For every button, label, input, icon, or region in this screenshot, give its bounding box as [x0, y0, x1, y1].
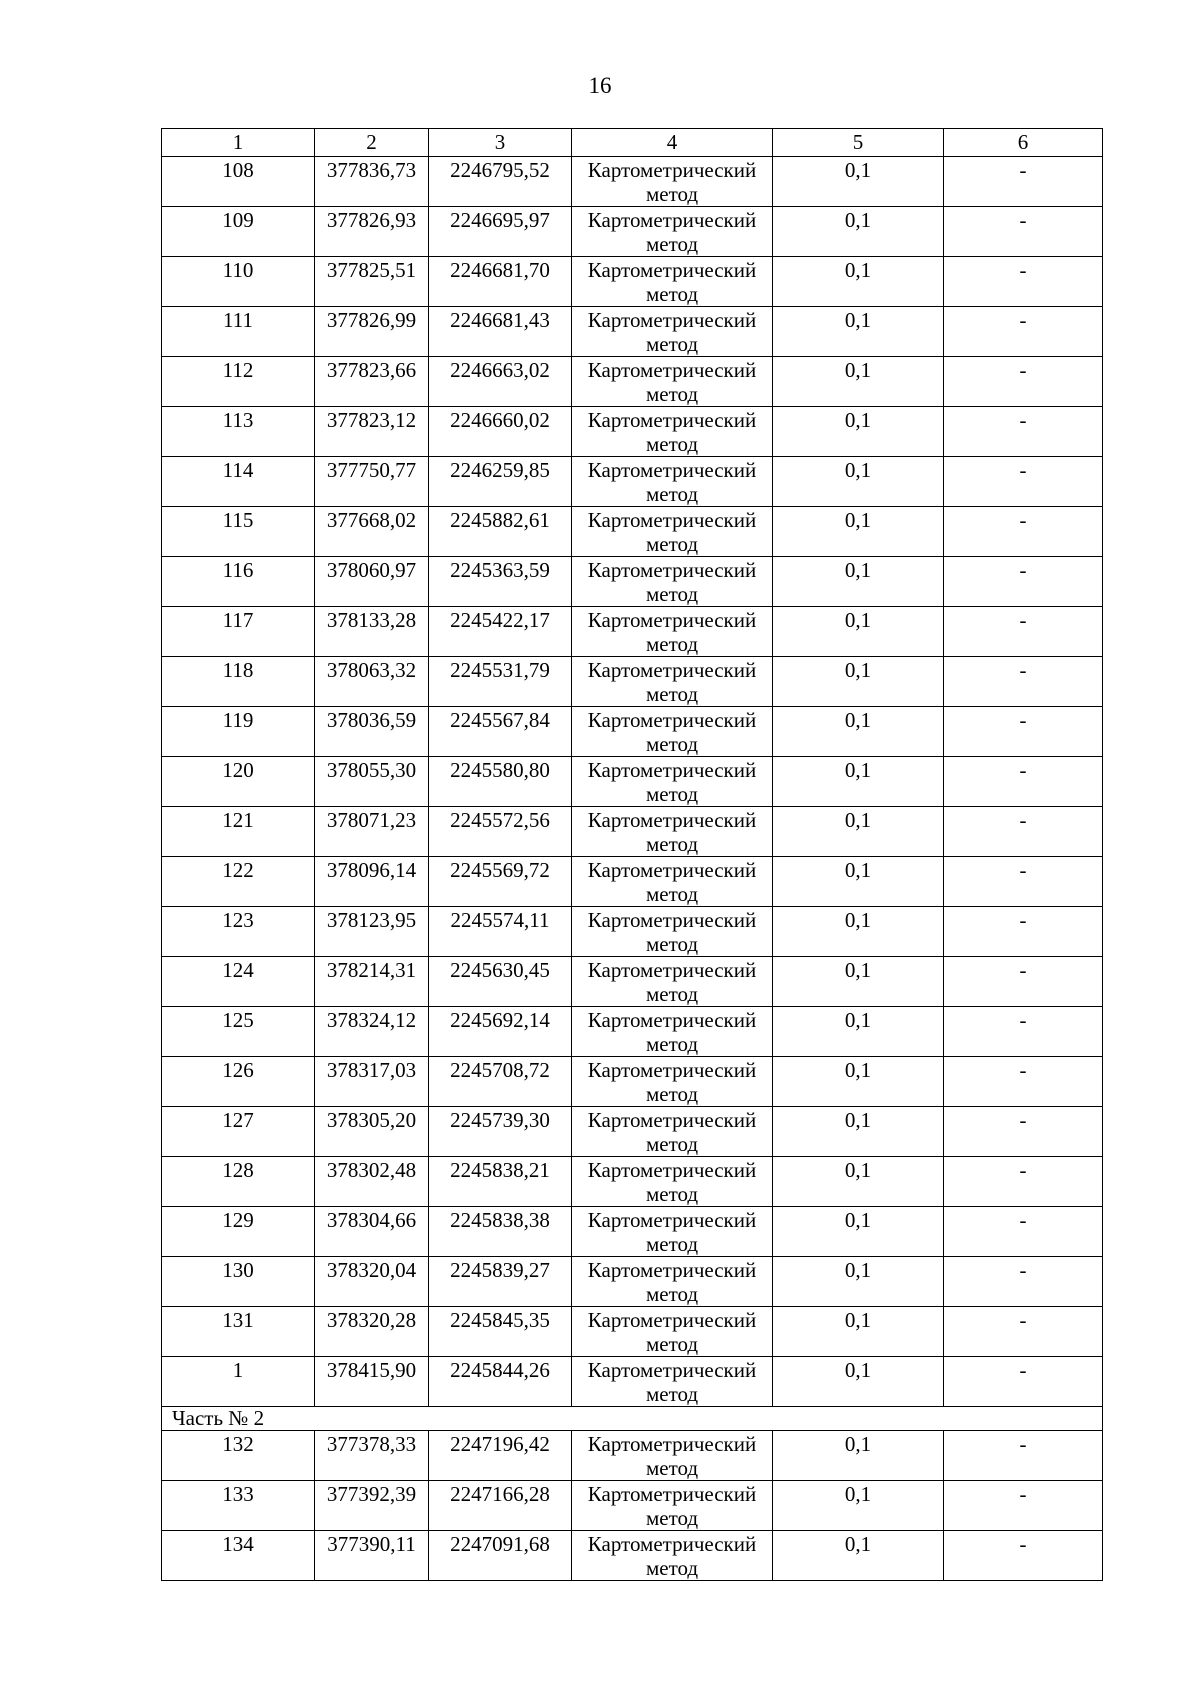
point-number-cell: 116: [162, 557, 315, 607]
point-number-cell: 131: [162, 1307, 315, 1357]
method-cell: [572, 1357, 773, 1407]
table-row: [162, 1057, 1103, 1107]
point-number-cell: 117: [162, 607, 315, 657]
table-row: [162, 907, 1103, 957]
accuracy-cell: 0,1: [773, 407, 944, 457]
accuracy-cell: 0,1: [773, 1481, 944, 1531]
table-row: [162, 1481, 1103, 1531]
note-cell: -: [944, 1107, 1103, 1157]
method-line: Картометрический: [587, 1158, 757, 1182]
method-cell: [572, 907, 773, 957]
x-coordinate-cell: 378415,90: [315, 1357, 429, 1407]
x-coordinate-cell: 377826,99: [315, 307, 429, 357]
point-number-cell: 132: [162, 1431, 315, 1481]
x-coordinate-cell: 378096,14: [315, 857, 429, 907]
method-line: метод: [645, 832, 699, 856]
table-row: [162, 207, 1103, 257]
x-coordinate-cell: 377826,93: [315, 207, 429, 257]
method-line: Картометрический: [587, 1532, 757, 1556]
accuracy-cell: 0,1: [773, 507, 944, 557]
method-line: Картометрический: [587, 458, 757, 482]
method-line: метод: [645, 382, 699, 406]
point-number-cell: 118: [162, 657, 315, 707]
method-cell: [572, 607, 773, 657]
x-coordinate-cell: 378036,59: [315, 707, 429, 757]
accuracy-cell: 0,1: [773, 807, 944, 857]
accuracy-cell: 0,1: [773, 907, 944, 957]
table-row: [162, 657, 1103, 707]
table-row: [162, 1357, 1103, 1407]
y-coordinate-cell: 2246681,43: [429, 307, 572, 357]
method-line: Картометрический: [587, 558, 757, 582]
y-coordinate-cell: 2245531,79: [429, 657, 572, 707]
method-line: Картометрический: [587, 508, 757, 532]
note-cell: -: [944, 507, 1103, 557]
point-number-cell: 1: [162, 1357, 315, 1407]
x-coordinate-cell: 377836,73: [315, 157, 429, 207]
method-line: метод: [645, 482, 699, 506]
method-line: Картометрический: [587, 1258, 757, 1282]
x-coordinate-cell: 378071,23: [315, 807, 429, 857]
note-cell: -: [944, 1157, 1103, 1207]
y-coordinate-cell: 2247196,42: [429, 1431, 572, 1481]
table-header-row: [162, 129, 1103, 157]
method-line: метод: [645, 532, 699, 556]
y-coordinate-cell: 2246681,70: [429, 257, 572, 307]
method-line: Картометрический: [587, 1008, 757, 1032]
method-cell: [572, 857, 773, 907]
accuracy-cell: 0,1: [773, 157, 944, 207]
note-cell: -: [944, 207, 1103, 257]
y-coordinate-cell: 2245838,38: [429, 1207, 572, 1257]
method-line: метод: [645, 1332, 699, 1356]
method-line: метод: [645, 782, 699, 806]
table-row: [162, 857, 1103, 907]
method-line: Картометрический: [587, 958, 757, 982]
y-coordinate-cell: 2245422,17: [429, 607, 572, 657]
x-coordinate-cell: 377823,12: [315, 407, 429, 457]
table-row: [162, 707, 1103, 757]
point-number-cell: 112: [162, 357, 315, 407]
table-row: [162, 1307, 1103, 1357]
method-cell: [572, 707, 773, 757]
table-row: [162, 1431, 1103, 1481]
y-coordinate-cell: 2245630,45: [429, 957, 572, 1007]
y-coordinate-cell: 2247091,68: [429, 1531, 572, 1581]
x-coordinate-cell: 378123,95: [315, 907, 429, 957]
column-header: 6: [944, 129, 1103, 157]
accuracy-cell: 0,1: [773, 257, 944, 307]
method-line: метод: [645, 432, 699, 456]
method-line: метод: [645, 582, 699, 606]
method-line: метод: [645, 1382, 699, 1406]
accuracy-cell: 0,1: [773, 1107, 944, 1157]
note-cell: -: [944, 607, 1103, 657]
point-number-cell: 133: [162, 1481, 315, 1531]
method-cell: [572, 1431, 773, 1481]
table-body: [162, 129, 1103, 1581]
method-line: метод: [645, 1232, 699, 1256]
table-row: [162, 957, 1103, 1007]
table-row: [162, 557, 1103, 607]
method-line: Картометрический: [587, 908, 757, 932]
method-line: метод: [645, 882, 699, 906]
x-coordinate-cell: 377823,66: [315, 357, 429, 407]
point-number-cell: 122: [162, 857, 315, 907]
accuracy-cell: 0,1: [773, 1157, 944, 1207]
y-coordinate-cell: 2245838,21: [429, 1157, 572, 1207]
method-line: Картометрический: [587, 408, 757, 432]
note-cell: -: [944, 407, 1103, 457]
x-coordinate-cell: 378063,32: [315, 657, 429, 707]
x-coordinate-cell: 378214,31: [315, 957, 429, 1007]
method-cell: [572, 557, 773, 607]
table-row: [162, 1531, 1103, 1581]
method-line: метод: [645, 1032, 699, 1056]
method-line: метод: [645, 1132, 699, 1156]
method-line: метод: [645, 1182, 699, 1206]
y-coordinate-cell: 2245839,27: [429, 1257, 572, 1307]
method-cell: [572, 1157, 773, 1207]
table-row: [162, 257, 1103, 307]
point-number-cell: 113: [162, 407, 315, 457]
method-cell: [572, 307, 773, 357]
y-coordinate-cell: 2246795,52: [429, 157, 572, 207]
part-label: Часть № 2: [162, 1407, 1103, 1431]
method-cell: [572, 1057, 773, 1107]
method-line: метод: [645, 732, 699, 756]
point-number-cell: 111: [162, 307, 315, 357]
point-number-cell: 124: [162, 957, 315, 1007]
point-number-cell: 114: [162, 457, 315, 507]
x-coordinate-cell: 378304,66: [315, 1207, 429, 1257]
x-coordinate-cell: 377750,77: [315, 457, 429, 507]
method-line: Картометрический: [587, 1058, 757, 1082]
method-line: Картометрический: [587, 208, 757, 232]
method-cell: [572, 807, 773, 857]
note-cell: -: [944, 1057, 1103, 1107]
method-cell: [572, 1307, 773, 1357]
accuracy-cell: 0,1: [773, 1057, 944, 1107]
table-row: [162, 807, 1103, 857]
table-row: [162, 157, 1103, 207]
y-coordinate-cell: 2246660,02: [429, 407, 572, 457]
method-line: Картометрический: [587, 1208, 757, 1232]
y-coordinate-cell: 2245363,59: [429, 557, 572, 607]
table-row: [162, 1107, 1103, 1157]
note-cell: -: [944, 707, 1103, 757]
y-coordinate-cell: 2246259,85: [429, 457, 572, 507]
x-coordinate-cell: 377392,39: [315, 1481, 429, 1531]
point-number-cell: 134: [162, 1531, 315, 1581]
accuracy-cell: 0,1: [773, 357, 944, 407]
method-line: Картометрический: [587, 308, 757, 332]
point-number-cell: 128: [162, 1157, 315, 1207]
method-cell: [572, 1257, 773, 1307]
method-line: метод: [645, 1456, 699, 1480]
table-row: [162, 1207, 1103, 1257]
x-coordinate-cell: 377668,02: [315, 507, 429, 557]
method-line: метод: [645, 182, 699, 206]
x-coordinate-cell: 378317,03: [315, 1057, 429, 1107]
x-coordinate-cell: 378302,48: [315, 1157, 429, 1207]
column-header: 3: [429, 129, 572, 157]
method-line: Картометрический: [587, 608, 757, 632]
method-line: Картометрический: [587, 1308, 757, 1332]
accuracy-cell: 0,1: [773, 957, 944, 1007]
accuracy-cell: 0,1: [773, 1431, 944, 1481]
method-cell: [572, 507, 773, 557]
column-header: 5: [773, 129, 944, 157]
point-number-cell: 110: [162, 257, 315, 307]
point-number-cell: 109: [162, 207, 315, 257]
accuracy-cell: 0,1: [773, 707, 944, 757]
y-coordinate-cell: 2245567,84: [429, 707, 572, 757]
y-coordinate-cell: 2246695,97: [429, 207, 572, 257]
method-cell: [572, 757, 773, 807]
note-cell: -: [944, 1431, 1103, 1481]
note-cell: -: [944, 857, 1103, 907]
note-cell: -: [944, 1531, 1103, 1581]
note-cell: -: [944, 257, 1103, 307]
method-cell: [572, 1107, 773, 1157]
table-row: [162, 1007, 1103, 1057]
method-cell: [572, 457, 773, 507]
x-coordinate-cell: 378324,12: [315, 1007, 429, 1057]
method-line: Картометрический: [587, 858, 757, 882]
note-cell: -: [944, 807, 1103, 857]
method-line: Картометрический: [587, 808, 757, 832]
table-row: [162, 607, 1103, 657]
table-row: [162, 407, 1103, 457]
method-line: метод: [645, 1082, 699, 1106]
note-cell: -: [944, 1207, 1103, 1257]
note-cell: -: [944, 1257, 1103, 1307]
point-number-cell: 108: [162, 157, 315, 207]
point-number-cell: 115: [162, 507, 315, 557]
method-line: метод: [645, 682, 699, 706]
method-line: Картометрический: [587, 758, 757, 782]
y-coordinate-cell: 2245708,72: [429, 1057, 572, 1107]
accuracy-cell: 0,1: [773, 1357, 944, 1407]
point-number-cell: 130: [162, 1257, 315, 1307]
page-number: 16: [588, 73, 612, 98]
y-coordinate-cell: 2245845,35: [429, 1307, 572, 1357]
method-line: Картометрический: [587, 1108, 757, 1132]
method-line: метод: [645, 1556, 699, 1580]
method-line: Картометрический: [587, 158, 757, 182]
y-coordinate-cell: 2245739,30: [429, 1107, 572, 1157]
accuracy-cell: 0,1: [773, 207, 944, 257]
accuracy-cell: 0,1: [773, 1007, 944, 1057]
accuracy-cell: 0,1: [773, 1257, 944, 1307]
point-number-cell: 126: [162, 1057, 315, 1107]
point-number-cell: 125: [162, 1007, 315, 1057]
method-line: Картометрический: [587, 258, 757, 282]
point-number-cell: 120: [162, 757, 315, 807]
note-cell: -: [944, 357, 1103, 407]
table-row: [162, 357, 1103, 407]
method-line: Картометрический: [587, 1482, 757, 1506]
note-cell: -: [944, 457, 1103, 507]
part-heading-row: [162, 1407, 1103, 1431]
method-line: метод: [645, 1506, 699, 1530]
method-cell: [572, 357, 773, 407]
x-coordinate-cell: 378133,28: [315, 607, 429, 657]
method-cell: [572, 407, 773, 457]
x-coordinate-cell: 377378,33: [315, 1431, 429, 1481]
y-coordinate-cell: 2246663,02: [429, 357, 572, 407]
y-coordinate-cell: 2245572,56: [429, 807, 572, 857]
accuracy-cell: 0,1: [773, 657, 944, 707]
method-line: метод: [645, 232, 699, 256]
accuracy-cell: 0,1: [773, 457, 944, 507]
method-line: Картометрический: [587, 358, 757, 382]
table-row: [162, 307, 1103, 357]
column-header: 4: [572, 129, 773, 157]
note-cell: -: [944, 957, 1103, 1007]
method-line: метод: [645, 932, 699, 956]
x-coordinate-cell: 377390,11: [315, 1531, 429, 1581]
note-cell: -: [944, 657, 1103, 707]
y-coordinate-cell: 2245844,26: [429, 1357, 572, 1407]
note-cell: -: [944, 1357, 1103, 1407]
column-header: 2: [315, 129, 429, 157]
y-coordinate-cell: 2245569,72: [429, 857, 572, 907]
note-cell: -: [944, 307, 1103, 357]
x-coordinate-cell: 378055,30: [315, 757, 429, 807]
accuracy-cell: 0,1: [773, 1531, 944, 1581]
method-line: Картометрический: [587, 658, 757, 682]
table-row: [162, 457, 1103, 507]
accuracy-cell: 0,1: [773, 307, 944, 357]
x-coordinate-cell: 378320,04: [315, 1257, 429, 1307]
note-cell: -: [944, 1481, 1103, 1531]
point-number-cell: 127: [162, 1107, 315, 1157]
method-cell: [572, 1531, 773, 1581]
coordinates-table: [161, 128, 1103, 1581]
accuracy-cell: 0,1: [773, 757, 944, 807]
y-coordinate-cell: 2245692,14: [429, 1007, 572, 1057]
table-row: [162, 1157, 1103, 1207]
y-coordinate-cell: 2245882,61: [429, 507, 572, 557]
method-line: Картометрический: [587, 1358, 757, 1382]
method-line: метод: [645, 632, 699, 656]
x-coordinate-cell: 378305,20: [315, 1107, 429, 1157]
table-row: [162, 1257, 1103, 1307]
table-row: [162, 507, 1103, 557]
y-coordinate-cell: 2245574,11: [429, 907, 572, 957]
note-cell: -: [944, 157, 1103, 207]
accuracy-cell: 0,1: [773, 1307, 944, 1357]
method-cell: [572, 207, 773, 257]
method-line: метод: [645, 332, 699, 356]
accuracy-cell: 0,1: [773, 557, 944, 607]
x-coordinate-cell: 377825,51: [315, 257, 429, 307]
method-line: метод: [645, 282, 699, 306]
x-coordinate-cell: 378320,28: [315, 1307, 429, 1357]
method-line: метод: [645, 1282, 699, 1306]
method-cell: [572, 957, 773, 1007]
point-number-cell: 123: [162, 907, 315, 957]
note-cell: -: [944, 557, 1103, 607]
method-line: Картометрический: [587, 708, 757, 732]
method-cell: [572, 1207, 773, 1257]
method-cell: [572, 657, 773, 707]
note-cell: -: [944, 907, 1103, 957]
table-row: [162, 757, 1103, 807]
method-cell: [572, 1007, 773, 1057]
point-number-cell: 119: [162, 707, 315, 757]
x-coordinate-cell: 378060,97: [315, 557, 429, 607]
y-coordinate-cell: 2247166,28: [429, 1481, 572, 1531]
method-cell: [572, 1481, 773, 1531]
method-line: Картометрический: [587, 1432, 757, 1456]
accuracy-cell: 0,1: [773, 1207, 944, 1257]
note-cell: -: [944, 1307, 1103, 1357]
accuracy-cell: 0,1: [773, 607, 944, 657]
note-cell: -: [944, 757, 1103, 807]
point-number-cell: 121: [162, 807, 315, 857]
y-coordinate-cell: 2245580,80: [429, 757, 572, 807]
accuracy-cell: 0,1: [773, 857, 944, 907]
point-number-cell: 129: [162, 1207, 315, 1257]
method-line: метод: [645, 982, 699, 1006]
method-cell: [572, 257, 773, 307]
method-cell: [572, 157, 773, 207]
column-header: 1: [162, 129, 315, 157]
note-cell: -: [944, 1007, 1103, 1057]
